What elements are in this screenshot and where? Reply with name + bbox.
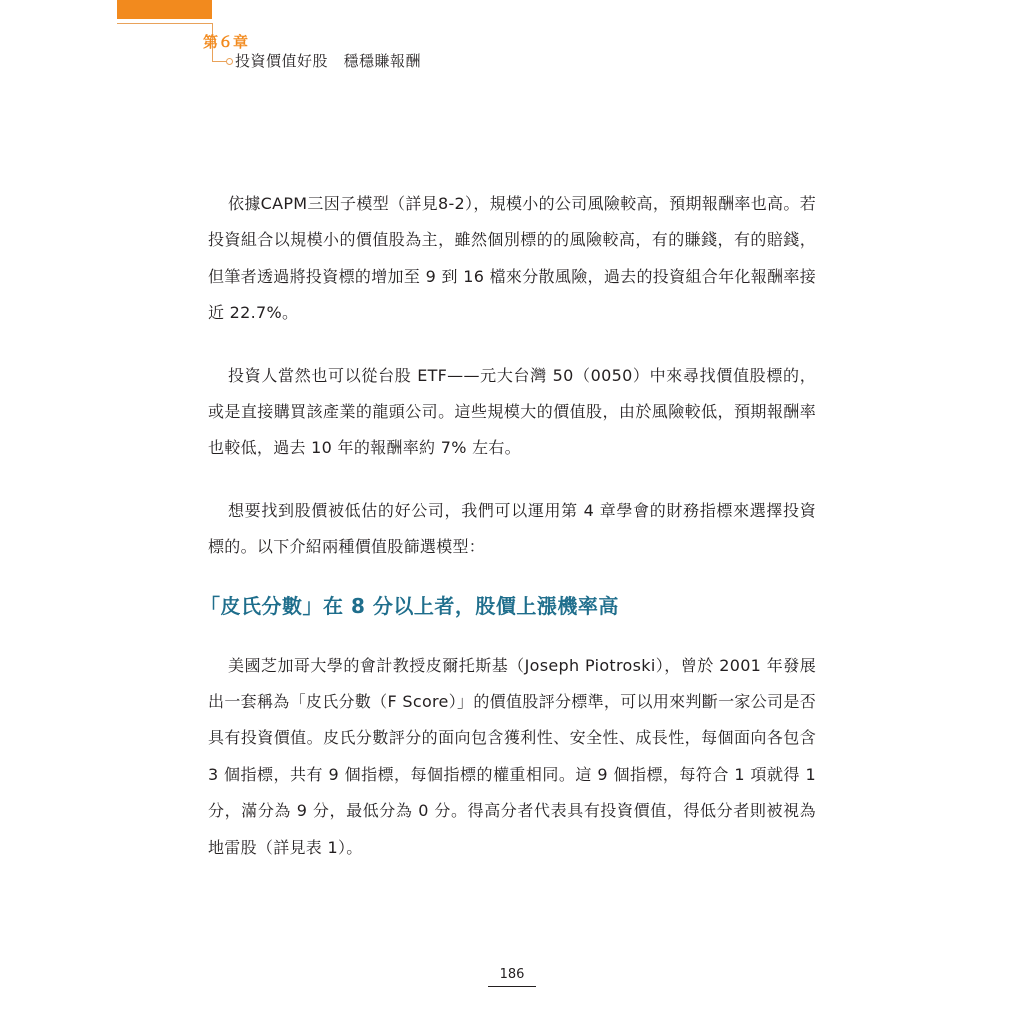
chapter-tab-decoration <box>117 0 212 19</box>
body-paragraph-3: 想要找到股價被低估的好公司，我們可以運用第 4 章學會的財務指標來選擇投資標的。以下介紹兩種價值股篩選模型： <box>208 500 816 557</box>
section-heading: 「皮氏分數」在 8 分以上者，股價上漲機率高 <box>200 593 619 618</box>
header-rule-top <box>117 23 212 24</box>
section-paragraph: 美國芝加哥大學的會計教授皮爾托斯基（Joseph Piotroski），曾於 2001 年發展出一套稱為「皮氏分數（F Score）」的價值股評分標準，可以用來判斷一家公司是否具有投資價值。皮氏分數評分的面向包含獲利性、安全性、成長性，每個面向各包含 3 個指標，共有 9 個指標，每個指標的權重相同。這 9 個指標，每符合 1 項就得 1 分，滿分為 9 分，最低分為 0 分。得高分者代表具有投資價值，得低分者則被視為地雷股（詳見表 1）。 <box>208 655 816 857</box>
chapter-subtitle: 投資價值好股 穩穩賺報酬 <box>235 52 422 70</box>
body-paragraph-1: 依據CAPM三因子模型（詳見8-2），規模小的公司風險較高，預期報酬率也高。若投資組合以規模小的價值股為主，雖然個別標的的風險較高，有的賺錢，有的賠錢，但筆者透過將投資標的增加至 9 到 16 檔來分散風險，過去的投資組合年化報酬率接近 22.7%。 <box>208 194 816 323</box>
page-body <box>200 186 816 892</box>
page-number-rule <box>488 986 536 987</box>
body-paragraph-2: 投資人當然也可以從台股 ETF——元大台灣 50（0050）中來尋找價值股標的，或是直接購買該產業的龍頭公司。這些規模大的價值股，由於風險較低，預期報酬率也較低，過去 10 年的報酬率約 7% 左右。 <box>208 365 816 458</box>
chapter-label: 第６章 <box>203 33 249 51</box>
page-number: 186 <box>499 967 525 982</box>
header-bullet-icon <box>226 58 233 65</box>
